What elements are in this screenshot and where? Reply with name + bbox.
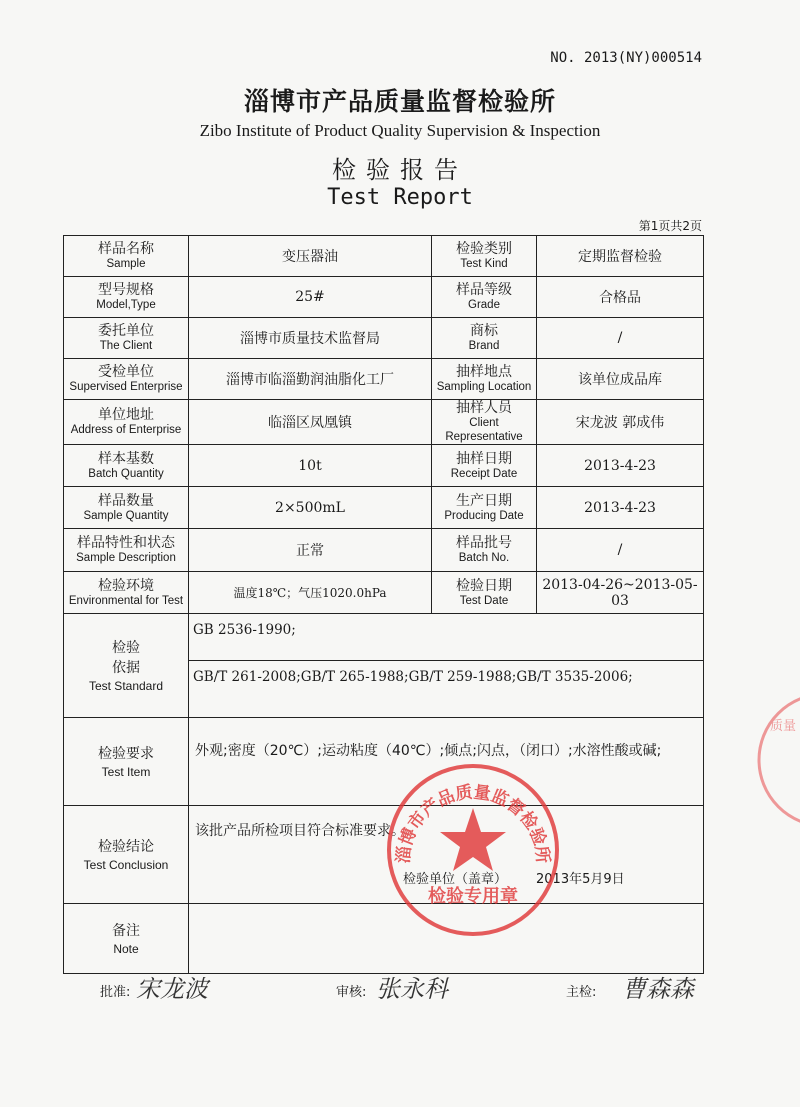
conclusion-label-cn: 检验结论	[98, 838, 154, 855]
page-info: 第1页共2页	[638, 219, 702, 233]
institute-name-en: Zibo Institute of Product Quality Supervision & Inspection	[199, 121, 601, 140]
field-label-cn: 样品名称	[98, 241, 154, 257]
note-label	[64, 904, 189, 974]
field-value: 2×500mL	[189, 487, 432, 529]
seal-top-text: 淄博市产品质量监督检验所	[393, 782, 553, 865]
field-label-cn: 检验环境	[98, 577, 154, 594]
field-label-en: Client Representative	[445, 417, 523, 443]
field-label	[432, 359, 537, 400]
info-row	[64, 487, 704, 529]
field-value: 温度18℃；气压1020.0hPa	[189, 572, 432, 614]
field-label-cn: 抽样日期	[456, 450, 512, 467]
field-value: 合格品	[537, 277, 704, 318]
standard-label-en: Test Standard	[88, 678, 164, 693]
field-label-en: Batch No.	[458, 552, 510, 564]
field-label-cn: 抽样人员	[456, 400, 512, 416]
star-icon	[440, 808, 506, 871]
info-rows	[64, 236, 704, 614]
info-row	[64, 277, 704, 318]
field-label-cn: 样品等级	[456, 282, 512, 298]
field-label	[432, 318, 537, 359]
standard-line-1: GB 2536-1990;	[193, 622, 296, 638]
info-row	[64, 572, 704, 614]
note-row	[64, 904, 704, 974]
field-value: 2013-4-23	[537, 487, 704, 529]
field-label-en: Environmental for Test	[68, 594, 184, 607]
report-table	[63, 235, 704, 974]
report-title-cn: 检验报告	[332, 156, 468, 184]
field-label-cn: 受检单位	[98, 364, 154, 380]
side-seal-ring	[759, 694, 800, 826]
field-value: 宋龙波 郭成伟	[537, 400, 704, 445]
report-title-en: Test Report	[327, 185, 473, 210]
field-label-en: Test Kind	[460, 258, 508, 270]
field-label-en: Sample	[106, 258, 146, 270]
approve-signature: 宋龙波	[136, 975, 208, 1003]
field-label-en: Address of Enterprise	[70, 424, 182, 436]
standard-label-cn-2: 依据	[112, 659, 140, 676]
field-label-en: The Client	[99, 340, 153, 352]
test-item-label-en: Test Item	[101, 764, 151, 779]
conclusion-label-en: Test Conclusion	[83, 857, 169, 872]
conclusion-row	[64, 806, 704, 904]
official-seal	[385, 762, 561, 938]
field-label-en: Model,Type	[96, 299, 156, 311]
test-item-label	[64, 718, 189, 806]
field-label	[432, 529, 537, 572]
field-label-en: Supervised Enterprise	[69, 381, 183, 393]
field-value: 淄博市质量技术监督局	[189, 318, 432, 359]
seal-bottom-text: 检验专用章	[428, 886, 518, 907]
field-value: /	[537, 529, 704, 572]
inspect-label: 主检:	[566, 985, 597, 1000]
field-label	[432, 572, 537, 614]
test-item-row	[64, 718, 704, 806]
signature-bar	[100, 975, 720, 1015]
field-label-cn: 样品特性和状态	[77, 535, 175, 551]
field-label	[64, 487, 189, 529]
field-label	[64, 400, 189, 445]
field-label	[432, 236, 537, 277]
field-label-cn: 生产日期	[456, 492, 512, 509]
field-label	[64, 318, 189, 359]
field-label-cn: 检验类别	[456, 241, 512, 257]
field-label	[64, 445, 189, 487]
field-label-cn: 委托单位	[98, 323, 154, 339]
standard-line-2: GB/T 261-2008;GB/T 265-1988;GB/T 259-1988;GB/T 3535-2006;	[189, 660, 703, 706]
note-label-en: Note	[113, 941, 139, 956]
field-value: 2013-4-23	[537, 445, 704, 487]
field-label-cn: 抽样地点	[456, 364, 512, 380]
info-row	[64, 236, 704, 277]
review-signature: 张永科	[376, 975, 448, 1003]
field-label	[432, 487, 537, 529]
info-row	[64, 359, 704, 400]
conclusion-label	[64, 806, 189, 904]
field-label	[64, 236, 189, 277]
field-value: 25#	[189, 277, 432, 318]
test-item-label-cn: 检验要求	[98, 745, 154, 762]
info-row	[64, 529, 704, 572]
institute-name-cn: 淄博市产品质量监督检验所	[243, 87, 556, 116]
field-label-cn: 型号规格	[98, 282, 154, 298]
conclusion-unit: 检验单位（盖章）	[403, 872, 508, 887]
standard-row	[64, 614, 704, 718]
note-label-cn: 备注	[112, 922, 140, 939]
info-row	[64, 445, 704, 487]
report-number: NO. 2013(NY)000514	[550, 50, 702, 66]
field-label-en: Sample Quantity	[83, 509, 169, 522]
field-value: 淄博市临淄勤润油脂化工厂	[189, 359, 432, 400]
field-label-en: Receipt Date	[450, 467, 518, 480]
field-value: 变压器油	[189, 236, 432, 277]
inspect-signature: 曹森森	[622, 975, 694, 1003]
field-label-cn: 样品批号	[456, 535, 512, 551]
field-label-cn: 检验日期	[456, 577, 512, 594]
side-seal	[750, 690, 800, 830]
conclusion-text: 该批产品所检项目符合标准要求。	[195, 823, 405, 839]
field-label-en: Test Date	[459, 594, 509, 607]
field-label	[64, 529, 189, 572]
field-label-en: Sample Description	[76, 552, 176, 564]
field-label	[432, 277, 537, 318]
field-value: 临淄区凤凰镇	[189, 400, 432, 445]
side-seal-text: 质量	[770, 719, 797, 734]
field-value: 定期监督检验	[537, 236, 704, 277]
field-label-en: Sampling Location	[436, 381, 532, 393]
field-label-cn: 样品数量	[98, 492, 154, 509]
test-item-value: 外观;密度（20℃）;运动粘度（40℃）;倾点;闪点，（闭口）;水溶性酸或碱;	[189, 718, 704, 806]
review-label: 审核:	[336, 985, 367, 1000]
field-label-cn: 单位地址	[98, 407, 154, 423]
conclusion-date: 2013年5月9日	[536, 872, 625, 887]
field-label-en: Producing Date	[444, 509, 524, 522]
approve-label: 批准:	[100, 985, 131, 1000]
field-label	[64, 359, 189, 400]
field-value: 2013-04-26~2013-05-03	[537, 572, 704, 614]
field-label-cn: 样本基数	[98, 450, 154, 467]
field-value: 该单位成品库	[537, 359, 704, 400]
standard-label	[64, 614, 189, 718]
field-value: 正常	[189, 529, 432, 572]
field-label	[64, 277, 189, 318]
field-label	[64, 572, 189, 614]
field-label	[432, 400, 537, 445]
field-value: 10t	[189, 445, 432, 487]
info-row	[64, 318, 704, 359]
field-label	[432, 445, 537, 487]
field-label-cn: 商标	[470, 323, 498, 339]
field-value: /	[537, 318, 704, 359]
standard-label-cn-1: 检验	[112, 639, 140, 656]
field-label-en: Batch Quantity	[88, 467, 164, 480]
field-label-en: Grade	[468, 299, 500, 311]
info-row	[64, 400, 704, 445]
standard-value	[189, 614, 704, 718]
field-label-en: Brand	[468, 340, 500, 352]
